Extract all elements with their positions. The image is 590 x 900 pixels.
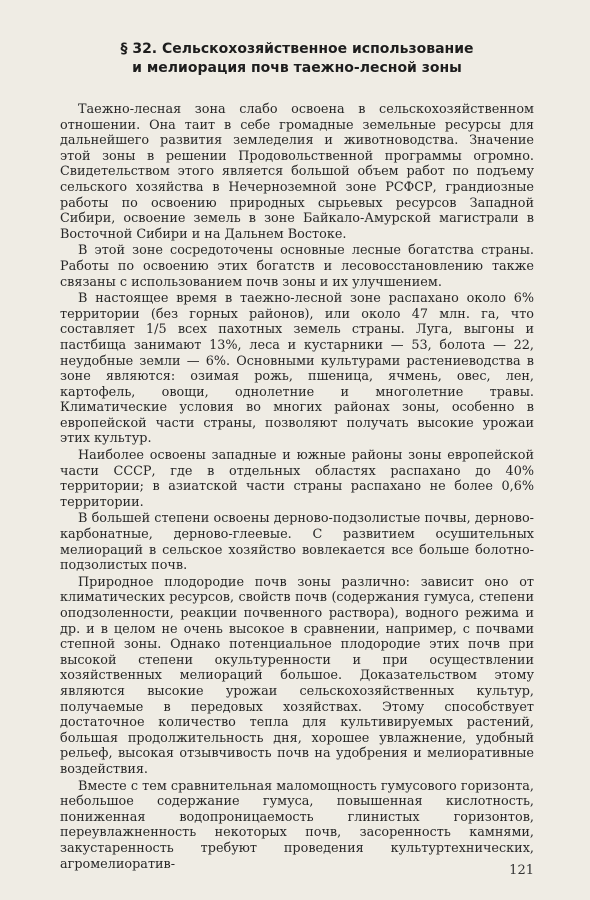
paragraph-7: Вместе с тем сравнительная маломощность гумусового горизонта, небольшое содержание гумуса, повышенная кислотность, пониженная водопроницаемость глинистых горизонтов, переувлажненность некоторых почв, засоренность камнями, закустаренность требуют проведения культуртехнических, агромелиоратив- <box>60 778 534 872</box>
section-heading-line-1: § 32. Сельскохозяйственное использование <box>120 41 474 57</box>
paragraph-5: В большей степени освоены дерново-подзолистые почвы, дерново-карбонатные, дерново-глеевые. С развитием осушительных мелиораций в сельское хозяйство вовлекается все больше болотно-подзолистых почв. <box>60 511 534 574</box>
body-text <box>60 102 534 872</box>
paragraph-1: Таежно-лесная зона слабо освоена в сельскохозяйственном отношении. Она таит в себе громадные земельные ресурсы для дальнейшего развития земледелия и животноводства. Значение этой зоны в решении Продовольственной программы огромно. Свидетельством этого является большой объем работ по подъему сельского хозяйства в Нечерноземной зоне РСФСР, грандиозные работы по освоению природных сырьевых ресурсов Западной Сибири, освоение земель в зоне Байкало-Амурской магистрали в Восточной Сибири и на Дальнем Востоке. <box>60 102 534 242</box>
section-heading <box>60 40 534 78</box>
paragraph-6: Природное плодородие почв зоны различно: зависит оно от климатических ресурсов, свойств почв (содержания гумуса, степени оподзоленности, реакции почвенного раствора), водного режима и др. и в целом не очень высокое в сравнении, например, с почвами степной зоны. Однако потенциальное плодородие этих почв при высокой степени окультуренности и при осуществлении хозяйственных мелиораций большое. Доказательством этому являются высокие урожаи сельскохозяйственных культур, получаемые в передовых хозяйствах. Этому способствует достаточное количество тепла для культивируемых растений, большая продолжительность дня, хорошее увлажнение, удобный рельеф, высокая отзывчивость почв на удобрения и мелиоративные воздействия. <box>60 574 534 777</box>
paragraph-2: В этой зоне сосредоточены основные лесные богатства страны. Работы по освоению этих богатств и лесовосстановлению также связаны с использованием почв зоны и их улучшением. <box>60 243 534 290</box>
paragraph-3: В настоящее время в таежно-лесной зоне распахано около 6% территории (без горных районов), или около 47 млн. га, что составляет 1/5 всех пахотных земель страны. Луга, выгоны и пастбища занимают 13%, леса и кустарники — 53, болота — 22, неудобные земли — 6%. Основными культурами растениеводства в зоне являются: озимая рожь, пшеница, ячмень, овес, лен, картофель, овощи, однолетние и многолетние травы. Климатические условия во многих районах зоны, особенно в европейской части страны, позволяют получать высокие урожаи этих культур. <box>60 291 534 447</box>
page-number: 121 <box>509 863 534 878</box>
section-heading-line-2: и мелиорация почв таежно-лесной зоны <box>132 60 462 76</box>
paragraph-4: Наиболее освоены западные и южные районы зоны европейской части СССР, где в отдельных областях распахано до 40% территории; в азиатской части страны распахано не более 0,6% территории. <box>60 448 534 510</box>
